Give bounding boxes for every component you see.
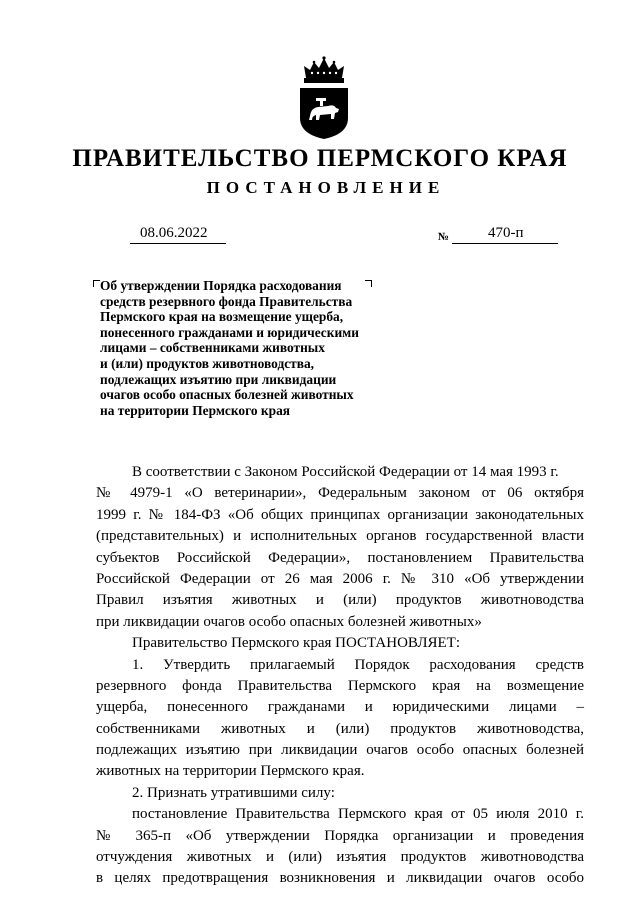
perm-krai-coat-of-arms-icon	[298, 56, 350, 140]
document-subject	[100, 278, 359, 418]
body-line: 1999 г. № 184-ФЗ «Об общих принципах организации законодательных	[96, 506, 584, 523]
body-line: субъектов Российской Федерации», постановлением Правительства	[96, 549, 584, 566]
subject-line: и (или) продуктов животноводства,	[100, 355, 315, 371]
body-line: подлежащих изъятию при ликвидации очагов особо опасных болезней	[96, 742, 584, 759]
number-field	[452, 225, 558, 244]
number-label: №	[438, 231, 450, 243]
subject-line: лицами – собственниками животных	[100, 340, 325, 356]
subject-line: подлежащих изъятию при ликвидации	[100, 371, 337, 387]
document-date: 08.06.2022	[140, 225, 208, 241]
body-line: постановление Правительства Пермского края от 05 июля 2010 г.	[132, 806, 584, 823]
subject-line: на территории Пермского края	[100, 402, 291, 418]
subject-bracket-left	[93, 280, 100, 287]
body-line: 1. Утвердить прилагаемый Порядок расходования средств	[132, 656, 584, 673]
body-line: в целях предотвращения возникновения и ликвидации очагов особо	[96, 870, 584, 887]
body-line: Правил изъятия животных и (или) продуктов животноводства	[96, 592, 584, 609]
document-number: 470-п	[488, 225, 524, 241]
body-line: В соответствии с Законом Российской Федерации от 14 мая 1993 г.	[132, 464, 559, 480]
body-line: собственниками животных и (или) продуктов животноводства,	[96, 720, 584, 737]
body-line: № 4979-1 «О ветеринарии», Федеральным законом от 06 октября	[96, 485, 584, 502]
body-line: животных на территории Пермского края.	[96, 763, 365, 780]
subject-line: Об утверждении Порядка расходования	[100, 278, 342, 293]
body-line: Правительство Пермского края ПОСТАНОВЛЯЕТ:	[132, 635, 461, 652]
body-line: резервного фонда Правительства Пермского края на возмещение	[96, 677, 584, 694]
government-title: ПРАВИТЕЛЬСТВО ПЕРМСКОГО КРАЯ	[72, 145, 568, 172]
body-line: 2. Признать утратившими силу:	[132, 784, 335, 801]
body-line: № 365-п «Об утверждении Порядка организации и проведения	[96, 827, 584, 844]
body-line: (представительных) и исполнительных органов государственной власти	[96, 528, 584, 545]
document-body	[96, 462, 584, 890]
subject-line: Пермского края на возмещение ущерба,	[100, 309, 344, 325]
body-line: при ликвидации очагов особо опасных болезней животных»	[96, 613, 482, 630]
subject-bracket-right	[365, 280, 372, 287]
document-type: ПОСТАНОВЛЕНИЕ	[206, 178, 446, 197]
subject-line: очагов особо опасных болезней животных	[100, 387, 354, 403]
subject-line: понесенного гражданами и юридическими	[100, 324, 360, 340]
body-line: Российской Федерации от 26 мая 2006 г. № 310 «Об утверждении	[96, 570, 584, 587]
subject-line: средств резервного фонда Правительства	[100, 293, 353, 309]
body-line: ущерба, понесенного гражданами и юридическими лицами –	[96, 699, 584, 716]
date-field	[130, 225, 226, 244]
body-line: отчуждения животных и (или) изъятия продуктов животноводства	[96, 849, 584, 866]
